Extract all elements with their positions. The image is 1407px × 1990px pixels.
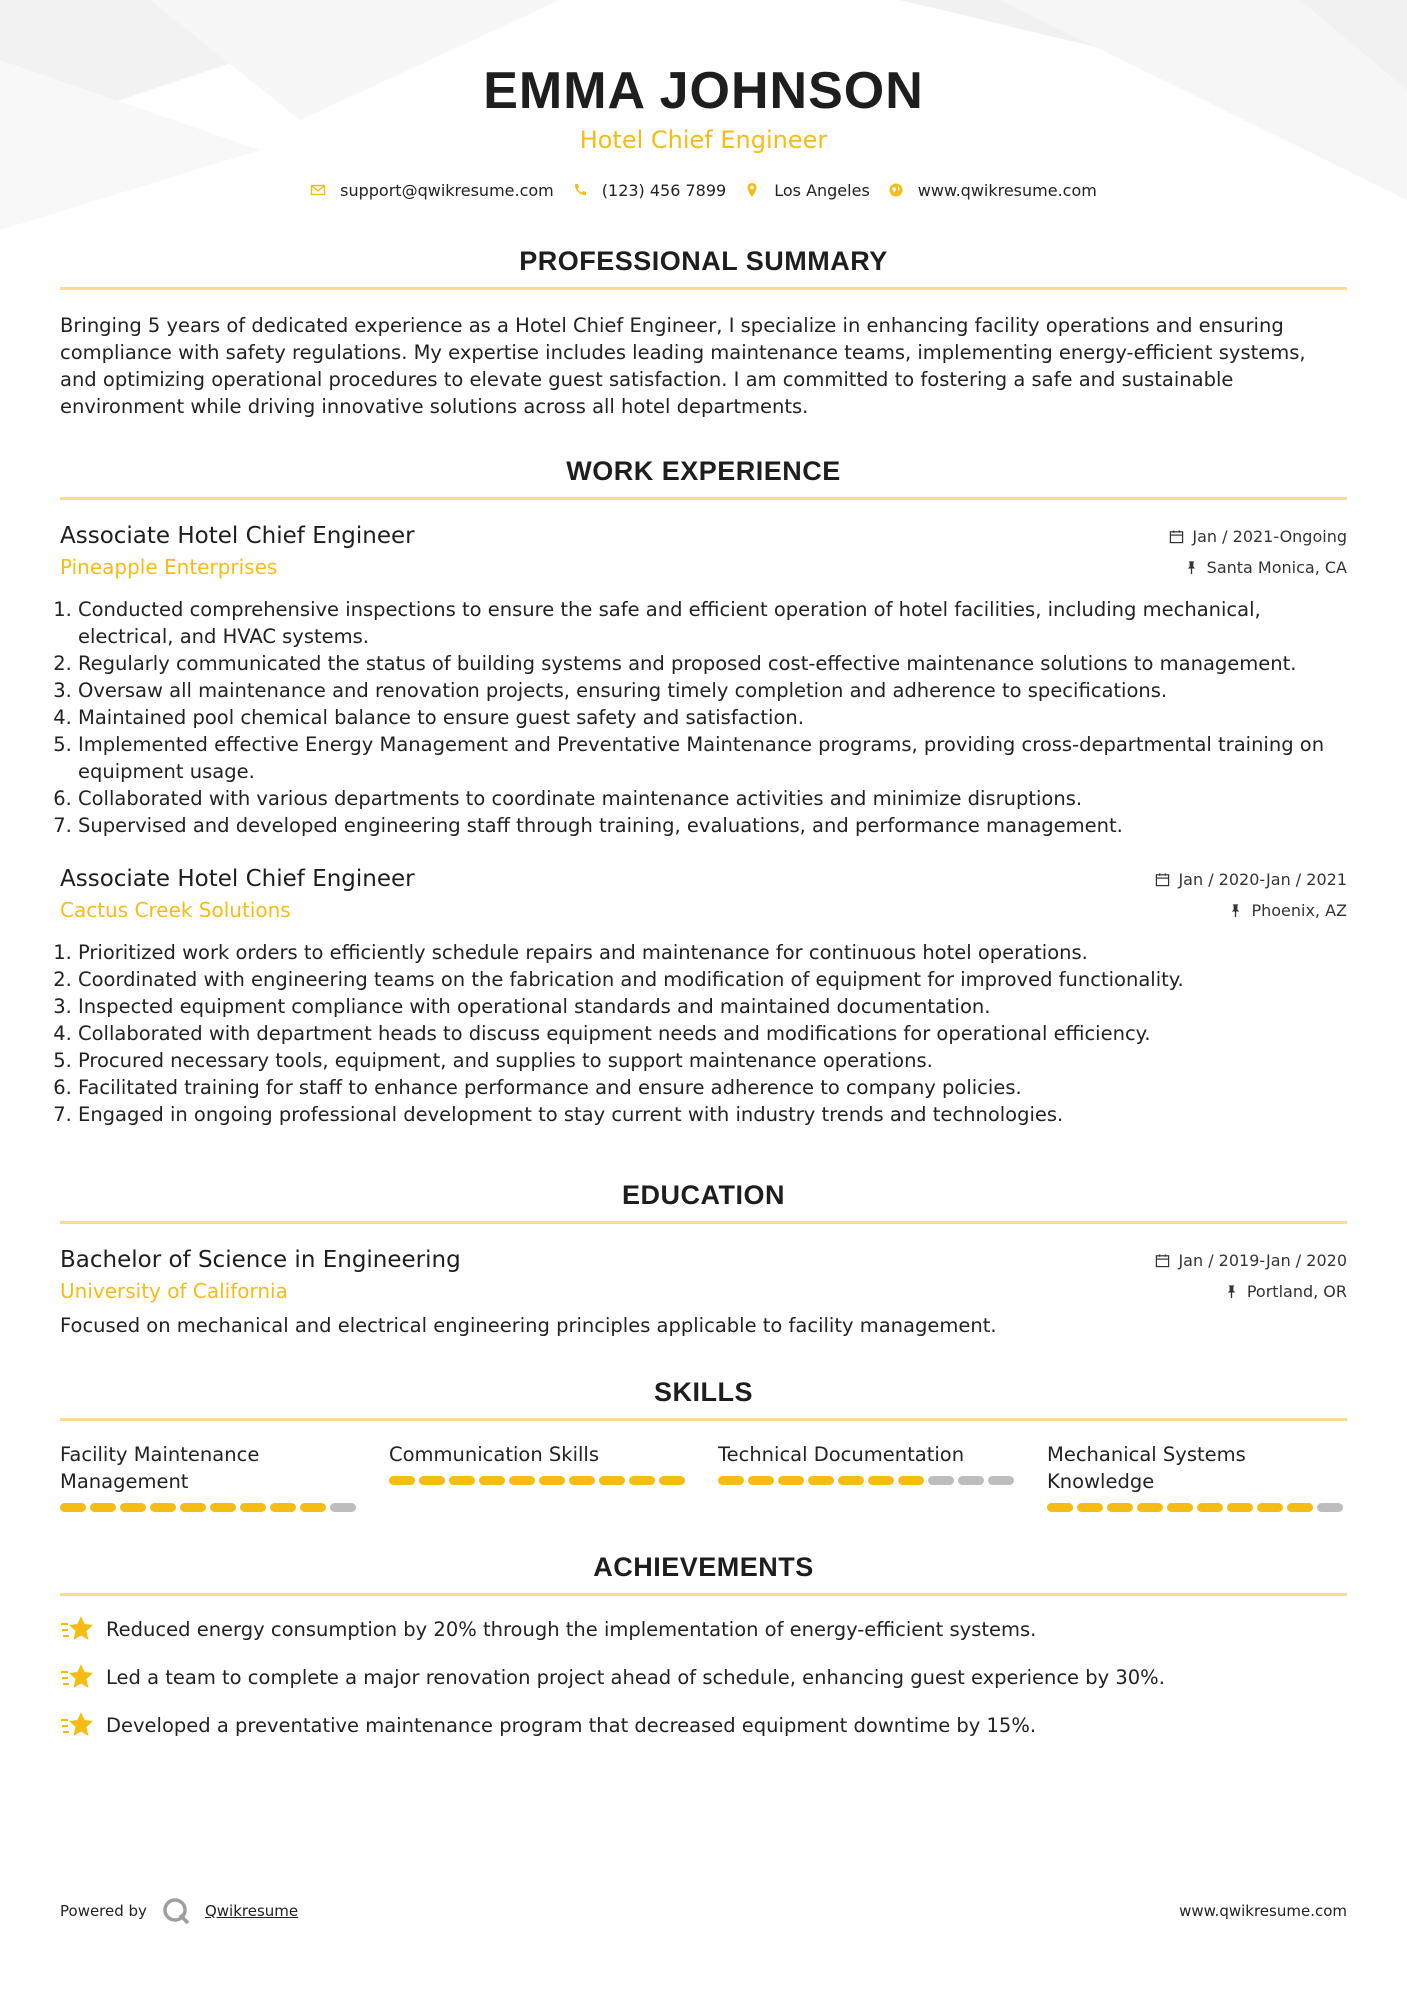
skill-dot-empty [928, 1476, 954, 1485]
skill-dot-filled [1137, 1503, 1163, 1512]
experience-heading: WORK EXPERIENCE [566, 456, 841, 486]
skill-dot-filled [1077, 1503, 1103, 1512]
job-company: Cactus Creek Solutions [60, 898, 291, 922]
skill-dot-filled [419, 1476, 445, 1485]
achievement-item [60, 1710, 1347, 1740]
skill-dot-filled [808, 1476, 834, 1485]
envelope-icon [310, 182, 326, 198]
list-item: 5. Implemented effective Energy Management and Preventative Maintenance programs, providing cross-departmental training on equipment usage. [78, 731, 1347, 785]
degree: Bachelor of Science in Engineering [60, 1247, 461, 1273]
list-item: 2. Coordinated with engineering teams on the fabrication and modification of equipment for improved functionality. [78, 966, 1347, 993]
list-item: 6. Facilitated training for staff to enhance performance and ensure adherence to company policies. [78, 1074, 1347, 1101]
calendar-icon [1169, 529, 1184, 544]
skill-rating [389, 1476, 689, 1485]
job-location [1228, 901, 1347, 920]
school: University of California [60, 1279, 288, 1303]
skills-section [60, 1377, 1347, 1512]
skill-dot-filled [300, 1503, 326, 1512]
list-item: 4. Maintained pool chemical balance to ensure guest safety and satisfaction. [78, 704, 1347, 731]
achievement-item [60, 1662, 1347, 1692]
skill-name: Facility Maintenance Management [60, 1443, 260, 1493]
job-title: Associate Hotel Chief Engineer [60, 866, 415, 892]
star-icon [60, 1614, 94, 1644]
globe-icon [888, 182, 904, 198]
skill-dot-filled [479, 1476, 505, 1485]
achievement-item [60, 1614, 1347, 1644]
skill-dot-filled [1107, 1503, 1133, 1512]
job-bullets [60, 939, 1347, 1128]
list-item: 3. Oversaw all maintenance and renovation projects, ensuring timely completion and adherence to specifications. [78, 677, 1347, 704]
brand-link[interactable]: Qwikresume [204, 1902, 299, 1920]
skill-dot-filled [898, 1476, 924, 1485]
education-heading: EDUCATION [622, 1180, 785, 1210]
summary-section [60, 246, 1347, 420]
candidate-title: Hotel Chief Engineer [579, 126, 828, 154]
education-section [60, 1180, 1347, 1339]
job-location-text: Phoenix, AZ [1251, 900, 1347, 920]
job-location [1184, 558, 1347, 577]
phone-icon [572, 182, 588, 198]
skill-rating [60, 1503, 360, 1512]
skill-item [718, 1441, 1018, 1512]
list-item: 1. Prioritized work orders to efficiently schedule repairs and maintenance for continuous hotel operations. [78, 939, 1347, 966]
skill-dot-empty [1317, 1503, 1343, 1512]
list-item: 7. Supervised and developed engineering staff through training, evaluations, and performance management. [78, 812, 1347, 839]
summary-heading: PROFESSIONAL SUMMARY [519, 246, 888, 276]
star-icon [60, 1710, 94, 1740]
list-item: 7. Engaged in ongoing professional development to stay current with industry trends and technologies. [78, 1101, 1347, 1128]
skill-item [60, 1441, 360, 1512]
education-dates [1155, 1251, 1347, 1270]
contact-website[interactable] [888, 181, 1097, 200]
skill-dot-filled [509, 1476, 535, 1485]
calendar-icon [1155, 872, 1170, 887]
list-item: 5. Procured necessary tools, equipment, and supplies to support maintenance operations. [78, 1047, 1347, 1074]
list-item: 4. Collaborated with department heads to discuss equipment needs and modifications for operational efficiency. [78, 1020, 1347, 1047]
skill-dot-filled [90, 1503, 116, 1512]
skill-dot-filled [1167, 1503, 1193, 1512]
skill-dot-filled [449, 1476, 475, 1485]
job-dates-text: Jan / 2020-Jan / 2021 [1178, 869, 1347, 889]
skill-name: Technical Documentation [718, 1443, 965, 1466]
section-divider [60, 1221, 1347, 1224]
skill-dot-filled [718, 1476, 744, 1485]
skills-heading: SKILLS [653, 1377, 753, 1407]
qwikresume-logo-icon [161, 1896, 191, 1926]
contact-location [744, 181, 870, 200]
skill-name: Mechanical Systems Knowledge [1047, 1443, 1246, 1493]
job-company: Pineapple Enterprises [60, 555, 278, 579]
skill-dot-filled [748, 1476, 774, 1485]
candidate-name: EMMA JOHNSON [483, 62, 924, 120]
skill-item [1047, 1441, 1347, 1512]
skills-list [60, 1441, 1347, 1512]
skill-dot-filled [240, 1503, 266, 1512]
skill-dot-filled [599, 1476, 625, 1485]
skill-dot-filled [150, 1503, 176, 1512]
skill-dot-empty [958, 1476, 984, 1485]
skill-dot-filled [1047, 1503, 1073, 1512]
job-entry [60, 520, 1347, 839]
job-bullets [60, 596, 1347, 839]
job-title: Associate Hotel Chief Engineer [60, 523, 415, 549]
skill-dot-filled [1197, 1503, 1223, 1512]
section-divider [60, 1593, 1347, 1596]
skill-dot-filled [838, 1476, 864, 1485]
job-dates [1169, 527, 1347, 546]
powered-by [60, 1896, 298, 1926]
skill-dot-filled [778, 1476, 804, 1485]
skill-dot-filled [180, 1503, 206, 1512]
contact-phone[interactable] [572, 181, 726, 200]
contact-bar [60, 178, 1347, 202]
skill-name: Communication Skills [389, 1443, 599, 1466]
skill-dot-filled [659, 1476, 685, 1485]
footer-website[interactable]: www.qwikresume.com [1179, 1902, 1347, 1920]
education-location [1224, 1282, 1347, 1301]
star-icon [60, 1662, 94, 1692]
skill-dot-filled [1287, 1503, 1313, 1512]
summary-text: Bringing 5 years of dedicated experience as a Hotel Chief Engineer, I specialize in enhancing facility operations and ensuring compliance with safety regulations. My expertise includes leading maintenance teams, implementing energy-efficient systems, and optimizing operational procedures to elevate guest satisfaction. I am committed to fostering a safe and sustainable environment while driving innovative solutions across all hotel departments. [60, 314, 1306, 418]
section-divider [60, 287, 1347, 290]
skill-rating [718, 1476, 1018, 1485]
education-entry [60, 1244, 1347, 1339]
skill-dot-filled [389, 1476, 415, 1485]
achievements-section [60, 1552, 1347, 1740]
skill-dot-filled [539, 1476, 565, 1485]
job-location-text: Santa Monica, CA [1206, 557, 1347, 577]
job-dates-text: Jan / 2021-Ongoing [1192, 526, 1347, 546]
skill-dot-filled [1227, 1503, 1253, 1512]
job-dates [1155, 870, 1347, 889]
powered-label: Powered by [60, 1902, 147, 1920]
list-item: 1. Conducted comprehensive inspections to ensure the safe and efficient operation of hotel facilities, including mechanical, electrical, and HVAC systems. [78, 596, 1347, 650]
skill-dot-filled [120, 1503, 146, 1512]
skill-dot-filled [270, 1503, 296, 1512]
skill-dot-filled [210, 1503, 236, 1512]
skill-dot-filled [1257, 1503, 1283, 1512]
contact-email[interactable] [310, 181, 554, 200]
skill-dot-filled [569, 1476, 595, 1485]
website-text: www.qwikresume.com [917, 180, 1097, 200]
skill-dot-filled [60, 1503, 86, 1512]
section-divider [60, 1418, 1347, 1421]
experience-section [60, 456, 1347, 1128]
job-entry [60, 863, 1347, 1128]
list-item: 3. Inspected equipment compliance with operational standards and maintained documentation. [78, 993, 1347, 1020]
phone-text: (123) 456 7899 [601, 180, 727, 200]
email-text: support@qwikresume.com [340, 180, 554, 200]
pushpin-icon [1184, 560, 1199, 575]
education-description: Focused on mechanical and electrical engineering principles applicable to facility management. [60, 1314, 997, 1337]
skill-dot-empty [330, 1503, 356, 1512]
achievement-text: Developed a preventative maintenance program that decreased equipment downtime by 15%. [106, 1713, 1037, 1737]
location-text: Los Angeles [774, 180, 870, 200]
list-item: 6. Collaborated with various departments to coordinate maintenance activities and minimize disruptions. [78, 785, 1347, 812]
education-location-text: Portland, OR [1246, 1281, 1347, 1301]
education-dates-text: Jan / 2019-Jan / 2020 [1178, 1250, 1347, 1270]
calendar-icon [1155, 1253, 1170, 1268]
skill-dot-filled [629, 1476, 655, 1485]
footer [60, 1896, 1347, 1926]
map-pin-icon [744, 182, 760, 198]
pushpin-icon [1224, 1284, 1239, 1299]
achievement-text: Led a team to complete a major renovation project ahead of schedule, enhancing guest experience by 30%. [106, 1665, 1165, 1689]
list-item: 2. Regularly communicated the status of building systems and proposed cost-effective maintenance solutions to management. [78, 650, 1347, 677]
skill-dot-empty [988, 1476, 1014, 1485]
skill-rating [1047, 1503, 1347, 1512]
skill-item [389, 1441, 689, 1512]
pushpin-icon [1228, 903, 1243, 918]
achievements-heading: ACHIEVEMENTS [593, 1552, 814, 1582]
skill-dot-filled [868, 1476, 894, 1485]
achievement-text: Reduced energy consumption by 20% through the implementation of energy-efficient systems. [106, 1617, 1037, 1641]
section-divider [60, 497, 1347, 500]
